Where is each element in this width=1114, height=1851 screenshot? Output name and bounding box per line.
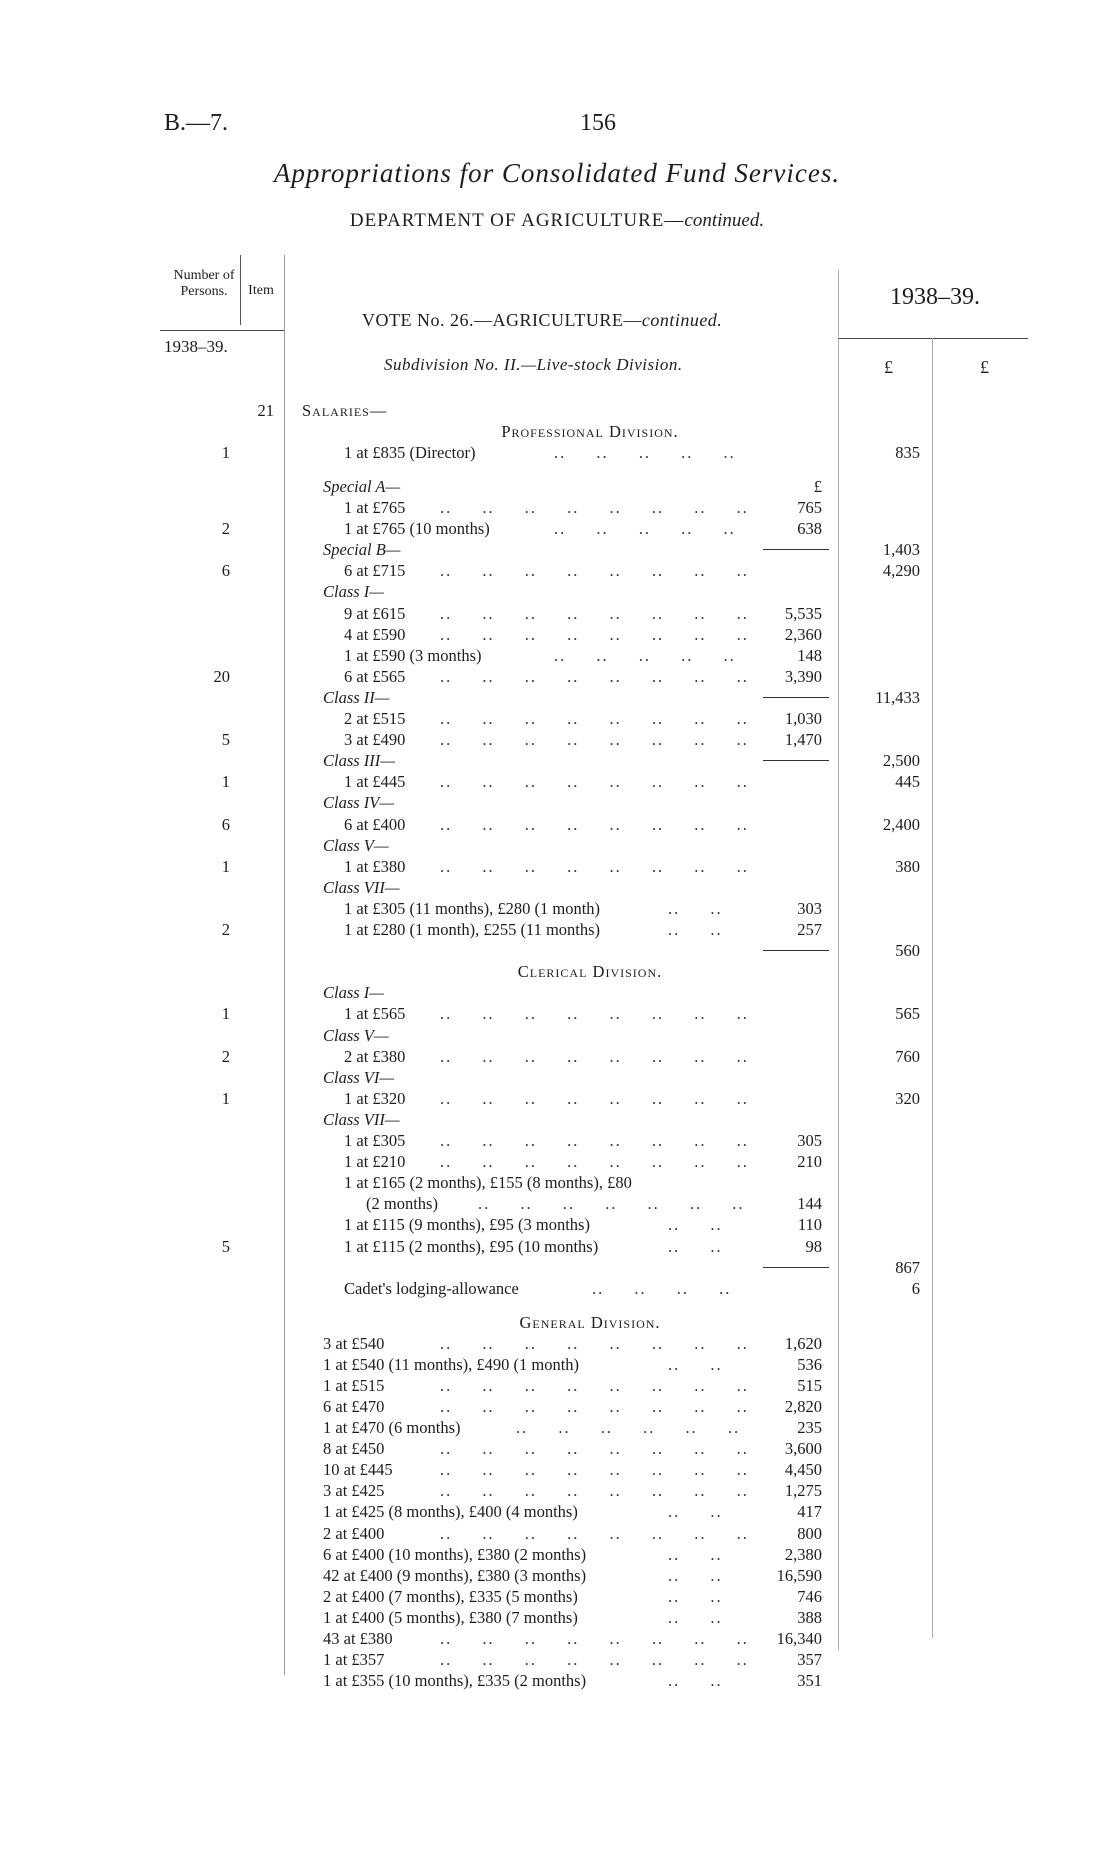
amount-value: 800	[797, 1523, 822, 1543]
table-row	[0, 645, 1114, 666]
leader-dots: .. ..	[668, 1544, 723, 1564]
leader-dots: .. ..	[668, 1565, 723, 1585]
table-row	[0, 856, 1114, 877]
table-row	[0, 1025, 1114, 1046]
leader-dots: .. .. .. .. .. .. .. ..	[440, 1152, 749, 1172]
amount-value: 2,820	[784, 1396, 822, 1416]
amount-value: 235	[797, 1418, 822, 1438]
leader-dots: .. .. .. .. .. .. .. ..	[440, 730, 749, 750]
table-row	[0, 603, 1114, 624]
leader-dots: .. .. .. .. .. .. .. ..	[440, 1396, 749, 1416]
entry-label: 1 at £115 (9 months), £95 (3 months)	[344, 1215, 590, 1235]
leader-dots: .. .. .. .. .. .. .. ..	[440, 814, 749, 834]
leader-dots: .. .. .. .. .. .. .. ..	[440, 561, 749, 581]
table-row	[0, 1438, 1114, 1459]
amount-value: 305	[797, 1131, 822, 1151]
table-row	[0, 1151, 1114, 1172]
subtotal-rule	[763, 950, 829, 951]
subtotal-value: 867	[895, 1257, 920, 1277]
amount-value: 144	[797, 1194, 822, 1214]
class-label: Class V—	[323, 1025, 389, 1045]
department-name: DEPARTMENT OF AGRICULTURE—	[349, 210, 685, 231]
table-row	[0, 624, 1114, 645]
leader-dots: .. .. .. .. .. .. .. ..	[440, 1650, 749, 1670]
leader-dots: .. ..	[668, 1502, 723, 1522]
table-row	[0, 687, 1114, 708]
leader-dots: .. ..	[668, 1236, 723, 1256]
leader-dots: .. .. .. .. .. .. .. ..	[440, 1088, 749, 1108]
amount-value: 1,470	[784, 730, 822, 750]
table-row	[0, 877, 1114, 898]
amount-value: 746	[797, 1586, 822, 1606]
table-row	[0, 1067, 1114, 1088]
pound-symbol-right: £	[980, 357, 989, 377]
table-row	[0, 1396, 1114, 1417]
table-row	[0, 750, 1114, 771]
number-of-persons: 1	[221, 772, 230, 792]
leader-dots: .. .. .. .. .. .. ..	[478, 1194, 745, 1214]
leader-dots: .. ..	[668, 1586, 723, 1606]
leader-dots: .. ..	[668, 1607, 723, 1627]
table-row	[0, 1193, 1114, 1214]
entry-label: 1 at £355 (10 months), £335 (2 months)	[323, 1671, 587, 1691]
subtotal-rule	[763, 1267, 829, 1268]
leader-dots: .. .. .. .. .. .. .. ..	[440, 1333, 749, 1353]
item-number: 21	[257, 401, 274, 420]
amount-value: 417	[797, 1502, 822, 1522]
entry-label: 1 at £320	[344, 1088, 406, 1108]
amount-value: 3,600	[784, 1439, 822, 1459]
table-row	[0, 442, 1114, 463]
subtotal-value: 11,433	[875, 687, 920, 707]
class-label: Class I—	[323, 983, 384, 1003]
number-of-persons: 1	[221, 1004, 230, 1024]
year-right: 1938–39.	[890, 284, 980, 310]
subtotal-rule	[763, 697, 829, 698]
page-reference: B.—7.	[164, 110, 229, 136]
entry-label: Cadet's lodging-allowance	[344, 1278, 519, 1298]
table-row	[0, 982, 1114, 1003]
table-row	[0, 1417, 1114, 1438]
subtotal-value: 6	[911, 1278, 920, 1298]
table-row	[0, 497, 1114, 518]
entry-label: 3 at £540	[323, 1333, 385, 1353]
table-row	[0, 1257, 1114, 1278]
table-row	[0, 1278, 1114, 1299]
leader-dots: .. .. .. .. .. .. .. ..	[440, 1439, 749, 1459]
subtotal-value: 4,290	[882, 561, 920, 581]
entry-label: 1 at £305	[344, 1131, 406, 1151]
entry-label: 43 at £380	[323, 1629, 393, 1649]
subtotal-value: 2,400	[882, 814, 920, 834]
leader-dots: .. ..	[668, 1354, 723, 1374]
entry-label: 1 at £380	[344, 856, 406, 876]
number-of-persons: 1	[221, 1088, 230, 1108]
leader-dots: .. .. .. .. .. .. .. ..	[440, 709, 749, 729]
entry-label: 2 at £400 (7 months), £335 (5 months)	[323, 1586, 578, 1606]
entry-label: 6 at £400 (10 months), £380 (2 months)	[323, 1544, 587, 1564]
entry-label: 1 at £590 (3 months)	[344, 645, 482, 665]
subtotal-value: 565	[895, 1004, 920, 1024]
leader-dots: .. .. .. .. .. .. .. ..	[440, 1629, 749, 1649]
entry-label: 10 at £445	[323, 1460, 393, 1480]
amount-value: 16,340	[776, 1629, 822, 1649]
leader-dots: .. .. .. .. .. .. .. ..	[440, 624, 749, 644]
table-row	[0, 1565, 1114, 1586]
subdivision-heading: Subdivision No. II.—Live-stock Division.	[384, 355, 683, 374]
amount-value: £	[813, 476, 822, 496]
table-row	[0, 814, 1114, 835]
table-row	[0, 666, 1114, 687]
table-row	[0, 792, 1114, 813]
table-row	[0, 898, 1114, 919]
table-row	[0, 539, 1114, 560]
table-row	[0, 1480, 1114, 1501]
pound-symbol-left: £	[884, 357, 893, 377]
table-row	[0, 1501, 1114, 1522]
column-header-item: Item	[248, 283, 274, 298]
table-row	[0, 1607, 1114, 1628]
entry-label: 1 at £357	[323, 1650, 385, 1670]
subtotal-value: 2,500	[882, 751, 920, 771]
leader-dots: .. ..	[668, 1671, 723, 1691]
class-label: Class IV—	[323, 793, 395, 813]
amount-value: 357	[797, 1650, 822, 1670]
entry-label: 1 at £470 (6 months)	[323, 1418, 461, 1438]
table-row	[0, 400, 1114, 421]
table-row	[0, 1130, 1114, 1151]
department-heading	[0, 210, 1114, 232]
year-left: 1938–39.	[164, 337, 228, 356]
leader-dots: .. .. .. .. .. .. .. ..	[440, 1046, 749, 1066]
entry-label: 2 at £515	[344, 709, 406, 729]
amount-value: 4,450	[784, 1460, 822, 1480]
column-header-number-of-persons: Number of Persons.	[173, 268, 235, 299]
amount-value: 536	[797, 1354, 822, 1374]
class-label: Class VII—	[323, 877, 400, 897]
entry-label: 1 at £765 (10 months)	[344, 519, 490, 539]
entry-label: 6 at £715	[344, 561, 406, 581]
table-row	[0, 1109, 1114, 1130]
vote-continued: continued.	[641, 310, 723, 330]
subtotal-value: 1,403	[882, 540, 920, 560]
amount-value: 3,390	[784, 666, 822, 686]
entry-label: 1 at £115 (2 months), £95 (10 months)	[344, 1236, 599, 1256]
amount-value: 388	[797, 1607, 822, 1627]
entry-label: 3 at £425	[323, 1481, 385, 1501]
leader-dots: .. .. .. .. .. .. .. ..	[440, 1004, 749, 1024]
entry-label: 1 at £765	[344, 498, 406, 518]
amount-value: 1,030	[784, 709, 822, 729]
header-rule-left	[160, 330, 284, 331]
division-heading: General Division.	[519, 1312, 661, 1332]
amount-value: 1,620	[784, 1333, 822, 1353]
page-number: 156	[580, 110, 616, 136]
table-row	[0, 1172, 1114, 1193]
table-row	[0, 1214, 1114, 1235]
class-label: Special B—	[323, 540, 401, 560]
leader-dots: .. ..	[668, 920, 723, 940]
table-row	[0, 1236, 1114, 1257]
subtotal-value: 445	[895, 772, 920, 792]
vote-heading	[362, 310, 722, 331]
table-row	[0, 1628, 1114, 1649]
department-continued: continued.	[684, 210, 765, 231]
division-heading-row	[0, 961, 1114, 982]
leader-dots: .. .. .. .. ..	[554, 645, 736, 665]
leader-dots: .. .. .. .. .. .. .. ..	[440, 1131, 749, 1151]
amount-value: 765	[797, 498, 822, 518]
leader-dots: .. .. .. .. .. ..	[516, 1418, 741, 1438]
division-heading: Professional Division.	[501, 422, 679, 442]
table-row	[0, 476, 1114, 497]
leader-dots: .. ..	[668, 1215, 723, 1235]
leader-dots: .. .. .. .. .. .. .. ..	[440, 498, 749, 518]
table-row	[0, 1544, 1114, 1565]
amount-value: 2,360	[784, 624, 822, 644]
subtotal-value: 560	[895, 941, 920, 961]
table-row	[0, 729, 1114, 750]
amount-value: 351	[797, 1671, 822, 1691]
division-heading-row	[0, 421, 1114, 442]
item-column-rule	[240, 255, 241, 325]
vote-title: VOTE No. 26.—AGRICULTURE—	[362, 310, 642, 330]
subtotal-value: 760	[895, 1046, 920, 1066]
leader-dots: .. .. .. ..	[592, 1278, 732, 1298]
table-row	[0, 560, 1114, 581]
entry-label: 6 at £565	[344, 666, 406, 686]
amount-value: 16,590	[776, 1565, 822, 1585]
entry-label: 1 at £165 (2 months), £155 (8 months), £80	[344, 1173, 632, 1193]
table-row	[0, 1649, 1114, 1670]
number-of-persons: 20	[213, 666, 230, 686]
entry-label: 1 at £515	[323, 1375, 385, 1395]
leader-dots: .. .. .. .. .. .. .. ..	[440, 1375, 749, 1395]
entry-label: 2 at £380	[344, 1046, 406, 1066]
subtotal-value: 320	[895, 1088, 920, 1108]
class-label: Special A—	[323, 476, 401, 496]
leader-dots: .. .. .. .. .. .. .. ..	[440, 856, 749, 876]
table-row	[0, 1354, 1114, 1375]
table-row	[0, 1333, 1114, 1354]
entry-label: 3 at £490	[344, 730, 406, 750]
entry-label: 42 at £400 (9 months), £380 (3 months)	[323, 1565, 587, 1585]
leader-dots: .. .. .. .. .. .. .. ..	[440, 1481, 749, 1501]
entry-label: Salaries—	[302, 401, 388, 420]
number-of-persons: 6	[221, 814, 230, 834]
number-of-persons: 2	[221, 1046, 230, 1066]
entry-label: 4 at £590	[344, 624, 406, 644]
amount-value: 210	[797, 1152, 822, 1172]
leader-dots: .. ..	[668, 898, 723, 918]
amount-value: 257	[797, 920, 822, 940]
class-label: Class I—	[323, 582, 384, 602]
entry-label: 6 at £400	[344, 814, 406, 834]
entry-label: 1 at £400 (5 months), £380 (7 months)	[323, 1607, 578, 1627]
table-row	[0, 919, 1114, 940]
number-of-persons: 1	[221, 856, 230, 876]
entry-label: 1 at £835 (Director)	[344, 443, 476, 463]
number-of-persons: 2	[221, 519, 230, 539]
amount-value: 2,380	[784, 1544, 822, 1564]
entry-label: 1 at £445	[344, 772, 406, 792]
header-rule-right	[838, 338, 1028, 339]
leader-dots: .. .. .. .. .. .. .. ..	[440, 772, 749, 792]
amount-value: 5,535	[784, 603, 822, 623]
number-of-persons: 5	[221, 730, 230, 750]
entry-label: 1 at £280 (1 month), £255 (11 months)	[344, 920, 601, 940]
table-row	[0, 518, 1114, 539]
table-row	[0, 1523, 1114, 1544]
number-of-persons: 5	[221, 1236, 230, 1256]
leader-dots: .. .. .. .. .. .. .. ..	[440, 603, 749, 623]
number-of-persons: 6	[221, 561, 230, 581]
leader-dots: .. .. .. .. .. .. .. ..	[440, 666, 749, 686]
class-label: Class V—	[323, 835, 389, 855]
amount-value: 98	[805, 1236, 822, 1256]
table-row	[0, 1586, 1114, 1607]
subtotal-rule	[763, 760, 829, 761]
table-row	[0, 1088, 1114, 1109]
table-row	[0, 1459, 1114, 1480]
entry-label: 6 at £470	[323, 1396, 385, 1416]
division-heading: Clerical Division.	[517, 962, 663, 982]
amount-value: 303	[797, 898, 822, 918]
table-row	[0, 581, 1114, 602]
class-label: Class VI—	[323, 1067, 395, 1087]
leader-dots: .. .. .. .. .. .. .. ..	[440, 1523, 749, 1543]
class-label: Class III—	[323, 751, 395, 771]
page-title: Appropriations for Consolidated Fund Services.	[273, 158, 841, 188]
number-of-persons: 2	[221, 920, 230, 940]
class-label: Class II—	[323, 687, 390, 707]
table-row	[0, 835, 1114, 856]
table-row	[0, 708, 1114, 729]
table-row	[0, 1003, 1114, 1024]
amount-value: 638	[797, 519, 822, 539]
class-label: Class VII—	[323, 1109, 400, 1129]
table-row	[0, 771, 1114, 792]
subtotal-rule	[763, 549, 829, 550]
entry-label: 1 at £565	[344, 1004, 406, 1024]
leader-dots: .. .. .. .. ..	[554, 443, 736, 463]
table-row	[0, 1046, 1114, 1067]
entry-label: 1 at £210	[344, 1152, 406, 1172]
amount-value: 148	[797, 645, 822, 665]
amount-value: 110	[797, 1215, 822, 1235]
table-row	[0, 1670, 1114, 1691]
division-heading-row	[0, 1312, 1114, 1333]
subtotal-value: 835	[895, 443, 920, 463]
leader-dots: .. .. .. .. ..	[554, 519, 736, 539]
entry-label: 1 at £305 (11 months), £280 (1 month)	[344, 898, 601, 918]
entry-label: 2 at £400	[323, 1523, 385, 1543]
number-of-persons: 1	[221, 443, 230, 463]
subtotal-value: 380	[895, 856, 920, 876]
entry-label: 1 at £540 (11 months), £490 (1 month)	[323, 1354, 580, 1374]
entry-label: 9 at £615	[344, 603, 406, 623]
amount-value: 515	[797, 1375, 822, 1395]
amount-value: 1,275	[784, 1481, 822, 1501]
table-row	[0, 940, 1114, 961]
entry-label: 8 at £450	[323, 1439, 385, 1459]
entry-label: (2 months)	[366, 1194, 438, 1214]
entry-label: 1 at £425 (8 months), £400 (4 months)	[323, 1502, 578, 1522]
table-row	[0, 1375, 1114, 1396]
leader-dots: .. .. .. .. .. .. .. ..	[440, 1460, 749, 1480]
